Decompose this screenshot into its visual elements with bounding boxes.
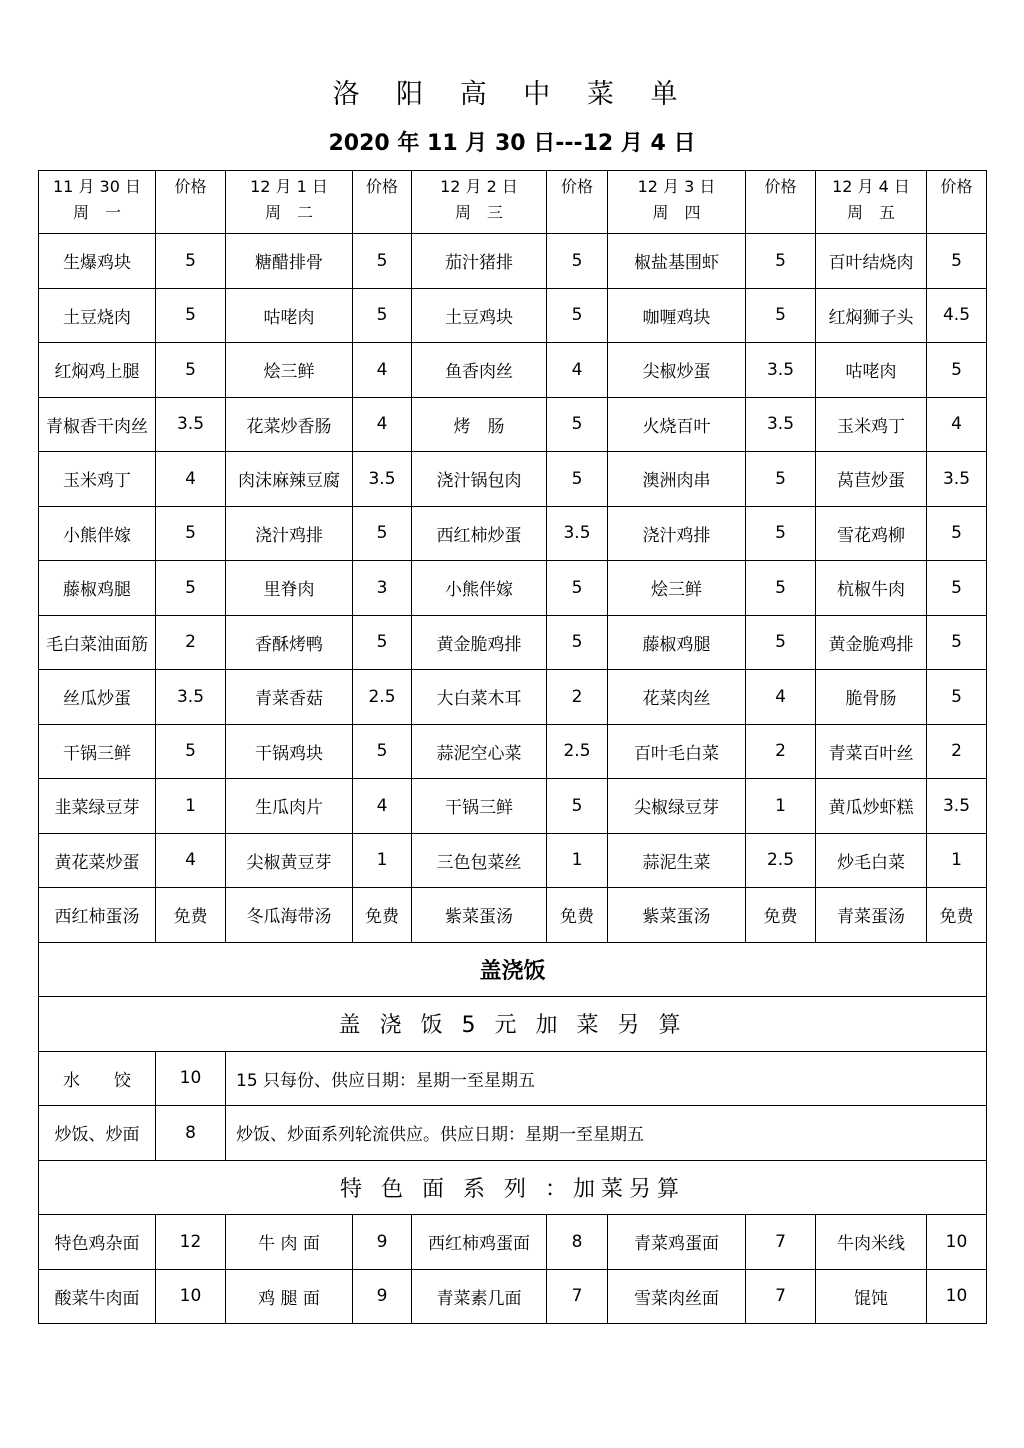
- dish-name: 尖椒绿豆芽: [608, 779, 746, 834]
- item-note: 15 只每份、供应日期：星期一至星期五: [226, 1051, 987, 1106]
- dish-price: 4: [353, 779, 412, 834]
- dish-name: 椒盐基围虾: [608, 234, 746, 289]
- rice-subheading-row: [39, 997, 987, 1052]
- dish-name: 大白菜木耳: [412, 670, 547, 725]
- dish-name: 黄金脆鸡排: [412, 615, 547, 670]
- dish-price: 5: [547, 288, 608, 343]
- dish-price: 5: [156, 561, 226, 616]
- dish-price: 3.5: [927, 779, 987, 834]
- dish-name: 脆骨肠: [816, 670, 927, 725]
- dish-price: 2.5: [547, 724, 608, 779]
- dish-name: 糖醋排骨: [226, 234, 353, 289]
- noodle-price: 7: [547, 1269, 608, 1324]
- dish-price: 免费: [746, 888, 816, 943]
- dish-name: 浇汁鸡排: [608, 506, 746, 561]
- dish-price: 3.5: [547, 506, 608, 561]
- noodle-name: 青菜素几面: [412, 1269, 547, 1324]
- item-price: 10: [156, 1051, 226, 1106]
- dish-name: 土豆鸡块: [412, 288, 547, 343]
- dish-price: 1: [353, 833, 412, 888]
- dish-row: [39, 506, 987, 561]
- dish-name: 毛白菜油面筋: [39, 615, 156, 670]
- dish-name: 冬瓜海带汤: [226, 888, 353, 943]
- dish-name: 紫菜蛋汤: [412, 888, 547, 943]
- dish-price: 4.5: [927, 288, 987, 343]
- dish-price: 5: [547, 452, 608, 507]
- day-header: 11 月 30 日 周 一: [39, 171, 156, 234]
- noodle-row: [39, 1269, 987, 1324]
- dish-name: 干锅鸡块: [226, 724, 353, 779]
- dish-price: 4: [927, 397, 987, 452]
- dish-row: [39, 234, 987, 289]
- dish-name: 红焖狮子头: [816, 288, 927, 343]
- noodle-name: 馄饨: [816, 1269, 927, 1324]
- dish-row: [39, 833, 987, 888]
- dish-price: 5: [927, 615, 987, 670]
- dish-price: 5: [156, 724, 226, 779]
- dish-name: 莴苣炒蛋: [816, 452, 927, 507]
- dish-price: 5: [156, 288, 226, 343]
- item-name: 炒饭、炒面: [39, 1106, 156, 1161]
- dish-name: 澳洲肉串: [608, 452, 746, 507]
- dish-name: 玉米鸡丁: [39, 452, 156, 507]
- dish-name: 花菜肉丝: [608, 670, 746, 725]
- dish-price: 4: [156, 833, 226, 888]
- dish-name: 肉沫麻辣豆腐: [226, 452, 353, 507]
- noodle-name: 鸡 腿 面: [226, 1269, 353, 1324]
- dish-price: 5: [547, 234, 608, 289]
- dish-name: 浇汁鸡排: [226, 506, 353, 561]
- section-subheading: 盖 浇 饭 5 元 加 菜 另 算: [39, 997, 987, 1052]
- noodle-price: 12: [156, 1215, 226, 1270]
- dish-price: 4: [547, 343, 608, 398]
- dish-name: 百叶结烧肉: [816, 234, 927, 289]
- dish-name: 尖椒炒蛋: [608, 343, 746, 398]
- dish-price: 5: [156, 234, 226, 289]
- dish-name: 香酥烤鸭: [226, 615, 353, 670]
- dish-name: 玉米鸡丁: [816, 397, 927, 452]
- noodle-price: 10: [156, 1269, 226, 1324]
- dish-name: 土豆烧肉: [39, 288, 156, 343]
- dish-price: 5: [927, 561, 987, 616]
- dish-price: 5: [746, 615, 816, 670]
- dish-name: 浇汁锅包肉: [412, 452, 547, 507]
- dish-price: 5: [927, 234, 987, 289]
- dish-row: [39, 343, 987, 398]
- dish-name: 黄花菜炒蛋: [39, 833, 156, 888]
- noodle-price: 8: [547, 1215, 608, 1270]
- dish-price: 4: [156, 452, 226, 507]
- dish-price: 3.5: [353, 452, 412, 507]
- rice-item-row: [39, 1051, 987, 1106]
- dish-name: 青菜百叶丝: [816, 724, 927, 779]
- dish-price: 5: [547, 615, 608, 670]
- dish-name: 蒜泥生菜: [608, 833, 746, 888]
- dish-price: 2.5: [746, 833, 816, 888]
- dish-price: 3.5: [746, 397, 816, 452]
- dish-name: 咖喱鸡块: [608, 288, 746, 343]
- dish-price: 5: [353, 288, 412, 343]
- dish-name: 韭菜绿豆芽: [39, 779, 156, 834]
- price-header: 价格: [547, 171, 608, 234]
- dish-name: 干锅三鲜: [412, 779, 547, 834]
- dish-row: [39, 670, 987, 725]
- dish-price: 2: [746, 724, 816, 779]
- dish-price: 3: [353, 561, 412, 616]
- dish-name: 黄瓜炒虾糕: [816, 779, 927, 834]
- page-title: 洛 阳 高 中 菜 单: [332, 79, 692, 110]
- dish-row: [39, 724, 987, 779]
- rice-heading-row: [39, 942, 987, 997]
- noodle-name: 牛肉米线: [816, 1215, 927, 1270]
- noodle-name: 牛 肉 面: [226, 1215, 353, 1270]
- dish-name: 三色包菜丝: [412, 833, 547, 888]
- dish-name: 尖椒黄豆芽: [226, 833, 353, 888]
- header-row: [39, 171, 987, 234]
- dish-price: 4: [353, 397, 412, 452]
- dish-name: 鱼香肉丝: [412, 343, 547, 398]
- noodle-price: 10: [927, 1269, 987, 1324]
- dish-row: [39, 397, 987, 452]
- dish-price: 2: [156, 615, 226, 670]
- dish-name: 生瓜肉片: [226, 779, 353, 834]
- price-header: 价格: [746, 171, 816, 234]
- dish-price: 免费: [156, 888, 226, 943]
- dish-name: 红焖鸡上腿: [39, 343, 156, 398]
- dish-price: 5: [353, 615, 412, 670]
- noodle-name: 特色鸡杂面: [39, 1215, 156, 1270]
- dish-price: 3.5: [156, 670, 226, 725]
- dish-row: [39, 615, 987, 670]
- dish-price: 3.5: [927, 452, 987, 507]
- dish-name: 烩三鲜: [608, 561, 746, 616]
- dish-name: 里脊肉: [226, 561, 353, 616]
- day-header: 12 月 1 日 周 二: [226, 171, 353, 234]
- noodle-name: 西红柿鸡蛋面: [412, 1215, 547, 1270]
- dish-name: 干锅三鲜: [39, 724, 156, 779]
- noodle-price: 7: [746, 1215, 816, 1270]
- dish-name: 茄汁猪排: [412, 234, 547, 289]
- dish-name: 西红柿蛋汤: [39, 888, 156, 943]
- dish-name: 炒毛白菜: [816, 833, 927, 888]
- dish-price: 1: [927, 833, 987, 888]
- dish-price: 5: [927, 343, 987, 398]
- dish-name: 丝瓜炒蛋: [39, 670, 156, 725]
- menu-table: [38, 170, 987, 1324]
- section-heading: 盖浇饭: [39, 942, 987, 997]
- price-header: 价格: [353, 171, 412, 234]
- dish-name: 杭椒牛肉: [816, 561, 927, 616]
- dish-name: 小熊伴嫁: [412, 561, 547, 616]
- dish-row: [39, 288, 987, 343]
- item-note: 炒饭、炒面系列轮流供应。供应日期：星期一至星期五: [226, 1106, 987, 1161]
- dish-name: 烤 肠: [412, 397, 547, 452]
- dish-name: 咕咾肉: [816, 343, 927, 398]
- rice-item-row: [39, 1106, 987, 1161]
- dish-name: 咕咾肉: [226, 288, 353, 343]
- dish-name: 小熊伴嫁: [39, 506, 156, 561]
- item-price: 8: [156, 1106, 226, 1161]
- noodle-price: 7: [746, 1269, 816, 1324]
- noodle-price: 9: [353, 1269, 412, 1324]
- dish-name: 蒜泥空心菜: [412, 724, 547, 779]
- dish-price: 5: [353, 506, 412, 561]
- dish-price: 5: [746, 506, 816, 561]
- noodle-price: 10: [927, 1215, 987, 1270]
- dish-price: 5: [746, 234, 816, 289]
- dish-price: 5: [156, 343, 226, 398]
- noodle-name: 青菜鸡蛋面: [608, 1215, 746, 1270]
- dish-price: 5: [547, 397, 608, 452]
- dish-price: 2: [927, 724, 987, 779]
- dish-name: 紫菜蛋汤: [608, 888, 746, 943]
- dish-price: 5: [746, 288, 816, 343]
- dish-price: 5: [927, 670, 987, 725]
- dish-name: 百叶毛白菜: [608, 724, 746, 779]
- dish-row: [39, 888, 987, 943]
- dish-price: 5: [927, 506, 987, 561]
- dish-price: 4: [353, 343, 412, 398]
- dish-name: 雪花鸡柳: [816, 506, 927, 561]
- section-heading: 特 色 面 系 列 ：加菜另算: [39, 1160, 987, 1215]
- day-header: 12 月 2 日 周 三: [412, 171, 547, 234]
- dish-price: 2: [547, 670, 608, 725]
- day-header: 12 月 3 日 周 四: [608, 171, 746, 234]
- item-name: 水 饺: [39, 1051, 156, 1106]
- noodle-name: 酸菜牛肉面: [39, 1269, 156, 1324]
- dish-price: 5: [353, 234, 412, 289]
- dish-name: 西红柿炒蛋: [412, 506, 547, 561]
- dish-price: 5: [746, 452, 816, 507]
- dish-name: 黄金脆鸡排: [816, 615, 927, 670]
- date-range: 2020 年 11 月 30 日---12 月 4 日: [328, 131, 696, 156]
- dish-price: 3.5: [156, 397, 226, 452]
- dish-name: 火烧百叶: [608, 397, 746, 452]
- dish-price: 免费: [353, 888, 412, 943]
- dish-name: 生爆鸡块: [39, 234, 156, 289]
- dish-price: 1: [156, 779, 226, 834]
- dish-row: [39, 779, 987, 834]
- dish-name: 烩三鲜: [226, 343, 353, 398]
- dish-price: 1: [746, 779, 816, 834]
- dish-name: 藤椒鸡腿: [39, 561, 156, 616]
- noodle-row: [39, 1215, 987, 1270]
- dish-price: 5: [353, 724, 412, 779]
- dish-price: 3.5: [746, 343, 816, 398]
- dish-price: 4: [746, 670, 816, 725]
- dish-price: 5: [547, 779, 608, 834]
- noodle-name: 雪菜肉丝面: [608, 1269, 746, 1324]
- price-header: 价格: [927, 171, 987, 234]
- price-header: 价格: [156, 171, 226, 234]
- noodle-price: 9: [353, 1215, 412, 1270]
- dish-name: 花菜炒香肠: [226, 397, 353, 452]
- dish-price: 2.5: [353, 670, 412, 725]
- dish-price: 免费: [927, 888, 987, 943]
- day-header: 12 月 4 日 周 五: [816, 171, 927, 234]
- dish-price: 5: [746, 561, 816, 616]
- dish-price: 免费: [547, 888, 608, 943]
- dish-row: [39, 561, 987, 616]
- dish-name: 藤椒鸡腿: [608, 615, 746, 670]
- dish-price: 5: [156, 506, 226, 561]
- dish-name: 青菜蛋汤: [816, 888, 927, 943]
- dish-price: 1: [547, 833, 608, 888]
- dish-name: 青菜香菇: [226, 670, 353, 725]
- dish-name: 青椒香干肉丝: [39, 397, 156, 452]
- noodle-heading-row: [39, 1160, 987, 1215]
- dish-row: [39, 452, 987, 507]
- dish-price: 5: [547, 561, 608, 616]
